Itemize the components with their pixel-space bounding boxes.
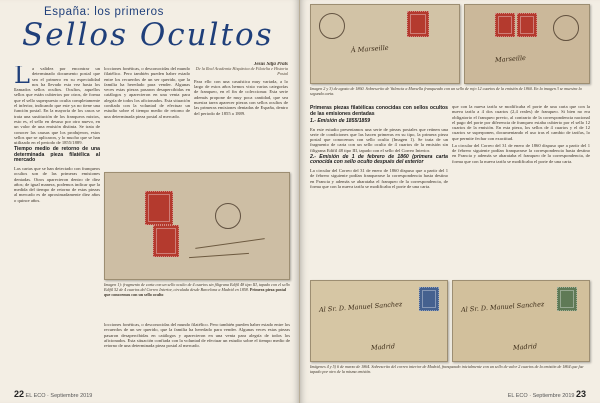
column-c-paragraph: Para ello con una casuística muy variada, a lo largo de estos años hemos visto varias categorías de franqueo, en el fin de coleccionar. Esta serie además propone de muy poca cantidad, que sea nuestra tarea aparecer piezas con sellos ocultos de las primeras emisiones dentadas de España, dentro del periodo de 1855 a 1889. (194, 78, 288, 116)
publication-month-left: Septiembre 2019 (50, 393, 93, 399)
column-b-paragraph: locciones fonéticas, o desconocidas del mundo filatélico. Pero también pueden haber estado entre los recuerdos de un ser querido, que la familia ha heredado para vender. Algunas veces estas piezas pasaron desapercibidas en catálogos y aparecieron en una venta para alegría de todos los aficionados. Esta situación confiada con la voluntad de efectuar un estudio sobre el tiempo medio de retorno de una determinada pieza postal al mercado. (104, 66, 190, 119)
right-column-1 (310, 104, 448, 276)
stamp-red-covering (153, 225, 179, 257)
section-title: Primeras piezas filatélicas conocidas con sellos ocultos de las emisiones dentadas (310, 105, 448, 117)
stamp-red-4-cuartos (145, 191, 173, 225)
publication-name-left: EL ECO (25, 393, 46, 399)
right-column-2 (452, 104, 590, 276)
section-2-paragraph: La circular del Correo del 31 de enero de 1860 dispuso que a partir del 1 de febrero siguiente podían franquearse la correspondencia hasta destino en Francia y además se abarataba el franqueo de la correspondencia, de forma que con la nueva tarifa se modificaba el porte de una carta. (310, 167, 448, 189)
publication-name-right: EL ECO (507, 393, 528, 399)
intro-paragraph: a validez por encontrar un determinado documento postal que sea el primero en su especialidad nos ha llevado esta vez hasta los llamados sellos ocultos. Ocultos, aquellos sellos que están cubiertos por otros, de forma que el sello superpuesto oculta completamente el inferior, indicando que este ya no tiene una función postal. En la mayoría de los casos se trata una sustitución de los franqueos mixtos, esto es, el sello en desuso por otro nuevo, en un valor de una emisión distinta. Se trata de conocer las causas que los produjeron, estos sellos que se aplicaron, y lo mucho que se han utilizado en el periodo de 1855/1889. (14, 66, 100, 146)
page-number-left: 22 (14, 389, 25, 399)
figure-1-caption-text: Imagen 1): fragmento de carta con un sello oculto de 4 cuartos sin filigrana Edifil 48 tipo III, tapado con el sello Edifil 52 de 4 cuartos del Correo Interior, circulada desde Barcelona a Madrid en 1858. (104, 283, 290, 292)
stamp-red (517, 13, 537, 37)
cover-city: Madrid (512, 342, 538, 352)
postmark-circle (215, 203, 241, 229)
publication-month-right: Septiembre 2019 (532, 393, 575, 399)
cover-address: Al Sr. D. Manuel Sanchez (318, 300, 403, 314)
right-footer: EL ECO · Septiembre 2019 23 (507, 389, 586, 399)
figure-4-caption (310, 365, 590, 387)
cover-address: À Marseille (350, 43, 389, 55)
figure-5-cover (452, 280, 590, 362)
article-title: Sellos Ocultos (22, 17, 274, 53)
stamp-blue (419, 287, 439, 311)
drop-cap: L (14, 66, 30, 89)
cover-address: Al Sr. D. Manuel Sanchez (460, 300, 545, 314)
article-eyebrow: España: los primeros (44, 6, 165, 18)
left-footer: 22 EL ECO · Septiembre 2019 (14, 389, 93, 399)
cover-address: Marseille (494, 53, 527, 65)
stamp-red-12-cuartos (407, 11, 429, 37)
handwriting-stroke (189, 253, 249, 258)
subhead-retorno: Tiempo medio de retorno de una determinada pieza filatélica al mercado (14, 146, 100, 164)
figure-1-cover-fragment (104, 172, 290, 280)
intro-lower-paragraph: Las cartas que se han detectado con franqueos ocultos son de las primeras emisiones dentadas. Otros aparecieron dentro de diez años; de igual manera, podemos indicar que la medida del tiempo de retorno de estas piezas al mercado es de aproximadamente diez años o quince años. (14, 165, 100, 203)
right-column-2-paragraph-b: La circular del Correo del 31 de enero de 1860 dispuso que a partir del 1 de febrero siguiente podían franquearse la correspondencia hasta destino en Francia y además se abarataba el franqueo de la correspondencia, de forma que con la nueva tarifa se modificaba el porte de una carta. (452, 142, 590, 164)
right-column-2-paragraph: que con la nueva tarifa se modificaba el porte de una carta que con la nueva tarifa a 4 dos cuartos (2,4 reales) de franqueo. Si bien no era obligatorio el franqueo previo, al contrario de la correspondencia nacional el pago del porte por diferencia de franqueo estaba cubierto por el sello 12 cuartos de la emisión. En esta pieza, los sellos de 4 cuartos y el de 12 cuartos se superponen, documentando el uso tras el cambio de tarifas, lo que permite fechar con exactitud. (452, 104, 590, 141)
figure-1-caption (104, 283, 290, 319)
postmark-circle (553, 15, 579, 41)
figure-3-cover (464, 4, 590, 84)
intro-column (14, 66, 100, 266)
section-2-head: 2.- Emisión de 1 de febrero de 1860 (primera carta conocida con sello oculto después del exterior (310, 153, 448, 166)
page-number-right: 23 (575, 389, 586, 399)
figure-1-caption-strong: Primera pieza postal que conocemos con un sello oculto (104, 286, 287, 297)
cover-city: Madrid (370, 342, 396, 352)
stamp-red (495, 13, 515, 37)
handwriting-stroke (195, 238, 264, 249)
right-page (300, 0, 600, 403)
section-1-paragraph: En este estudio presentamos una serie de piezas postales que reúnen una serie de condiciones que las hacen primeras en su tipo, la primera pieza postal que conocemos con sello oculto (Imagen 1). Se trata de un fragmento de carta con un sello oculto de 4 cuartos de la emisión sin filigrana Edifil 48 tipo III, tapado con el sello del Correo Interior. (310, 126, 448, 153)
column-b (104, 66, 190, 169)
column-b-lower-paragraph: locciones fonéticas, o desconocidas del mundo filatélico. Pero también pueden haber estado entre los recuerdos de un ser querido, que la familia ha heredado para vender. Algunas veces estas piezas pasaron desapercibidas en catálogos y aparecieron en una venta para alegría de todos los aficionados. Esta situación confiada con la voluntad de efectuar un estudio sobre el tiempo medio de retorno de una determinada pieza postal al mercado. (104, 322, 290, 349)
stamp-green (557, 287, 577, 311)
figure-2-caption-text: Imagen 2 y 3) de agosto de 1860. Sobrescrito de Valencia a Marsella franqueado con un sello de rojo 12 cuartos de la emisión de 1860. En la imagen 3 se muestra la segunda carta. (310, 87, 582, 96)
postmark-circle (319, 13, 345, 39)
column-b-lower (104, 322, 290, 384)
author-name: Jesús Sitjà Prats (253, 62, 288, 67)
figure-4-caption-text: Imágenes 4 y 5) 6 de marzo de 1864. Sobrescrito del correo interior de Madrid, franqueado inicialmente con un sello de valor 2 cuartos de la emisión de 1864 que fue tapado por otro de la misma emisión. (310, 365, 584, 374)
author-role: De la Real Academia Hispánica de Filatelia e Historia Postal (195, 66, 288, 77)
figure-2-cover (310, 4, 460, 84)
figure-2-caption (310, 87, 590, 101)
figure-4-cover (310, 280, 448, 362)
column-c (194, 62, 288, 172)
section-1-head: 1.- Emisión de 1855/1859 (310, 118, 371, 124)
